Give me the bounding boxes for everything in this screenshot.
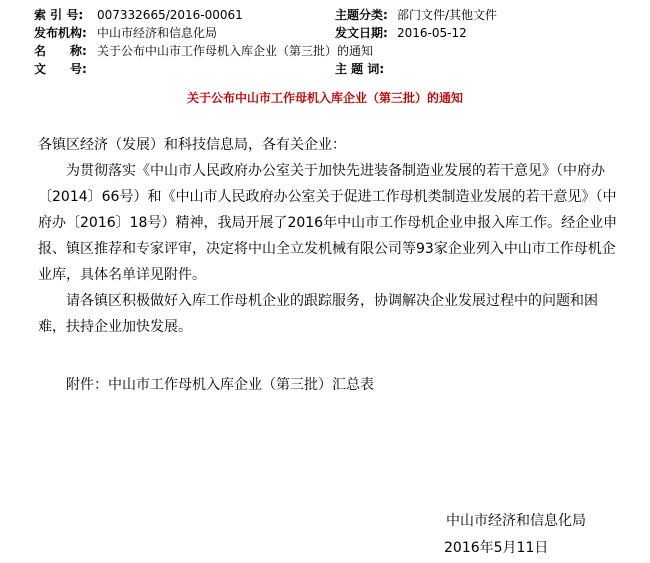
body-paragraph-1: 为贯彻落实《中山市人民政府办公室关于加快先进装备制造业发展的若干意见》（中府办〔2014〕66号）和《中山市人民政府办公室关于促进工作母机类制造业发展的若干意见》（中府办〔2016〕18号）精神，我局开展了2016年中山市工作母机企业申报入库工作。经企业申报、镇区推荐和专家评审，决定将中山全立发机械有限公司等93家企业列入中山市工作母机企业库，具体名单详见附件。 <box>38 163 618 283</box>
issue-date-value: 2016-05-12 <box>397 26 467 40</box>
metadata-row-name <box>0 42 650 60</box>
document-title: 关于公布中山市工作母机入库企业（第三批）的通知 <box>186 91 463 105</box>
attachment-line: 附件：中山市工作母机入库企业（第三批）汇总表 <box>66 377 374 393</box>
metadata-row-issuer <box>0 24 650 42</box>
document-body <box>38 132 620 340</box>
document-number-label: 文 号: <box>34 62 87 76</box>
body-paragraph-2: 请各镇区积极做好入库工作母机企业的跟踪服务，协调解决企业发展过程中的问题和困难，扶持企业加快发展。 <box>38 293 598 335</box>
keywords-label: 主 题 词: <box>335 62 385 76</box>
salutation: 各镇区经济（发展）和科技信息局，各有关企业： <box>38 137 346 153</box>
issuer-value: 中山市经济和信息化局 <box>97 26 218 40</box>
index-number-value: 007332665/2016-00061 <box>97 8 243 22</box>
document-name-value: 关于公布中山市工作母机入库企业（第三批）的通知 <box>97 44 374 58</box>
document-name-label: 名 称: <box>34 44 87 58</box>
metadata-row-docno <box>0 60 650 78</box>
issue-date-label: 发文日期: <box>335 26 388 40</box>
issuer-label: 发布机构: <box>34 26 87 40</box>
category-label: 主题分类: <box>335 8 388 22</box>
index-number-label: 索 引 号: <box>34 8 84 22</box>
signature-organization: 中山市经济和信息化局 <box>446 513 586 529</box>
metadata-row-index <box>0 6 650 24</box>
category-value: 部门文件/其他文件 <box>397 8 498 22</box>
document-metadata <box>0 6 650 78</box>
signature-date: 2016年5月11日 <box>444 540 549 556</box>
